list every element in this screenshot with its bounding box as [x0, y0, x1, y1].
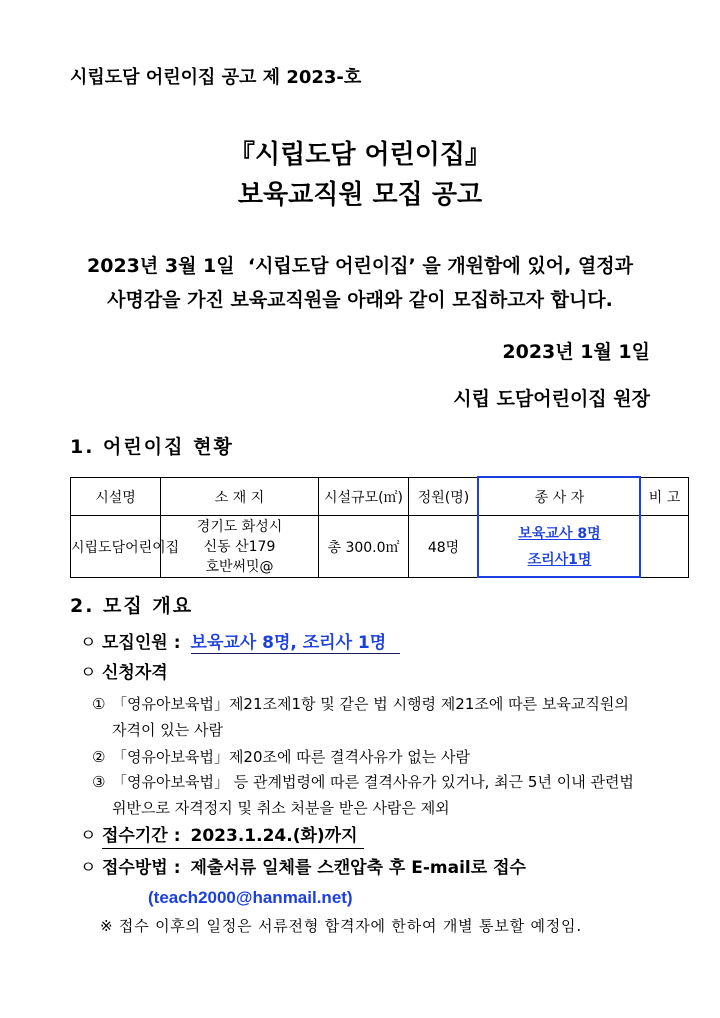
bullet-circle: ㅇ — [80, 858, 97, 878]
section-2-heading: 2. 모집 개요 — [70, 595, 194, 617]
qualification-text: 「영유아보육법」제20조에 따른 결격사유가 없는 사람 — [112, 748, 470, 766]
qualification-item — [80, 661, 168, 685]
method-label: 접수방법 — [102, 858, 168, 878]
qualification-entry-2 — [92, 747, 470, 767]
table-row — [71, 516, 689, 578]
period-label: 접수기간 — [102, 826, 168, 846]
qualification-entry-1 — [92, 694, 629, 714]
intro-line-1: 2023년 3월 1일 ‘시립도담 어린이집’ 을 개원함에 있어, 열정과 — [87, 255, 633, 277]
schedule-note: ※ 접수 이후의 일정은 서류전형 합격자에 한하여 개별 통보할 예정임. — [100, 917, 582, 935]
bullet-circle: ㅇ — [80, 633, 97, 653]
item-marker: ② — [92, 748, 106, 766]
cell-staff — [479, 516, 641, 578]
notice-number: 시립도담 어린이집 공고 제 2023-호 — [70, 67, 362, 88]
cell-address — [161, 516, 319, 578]
table-header-row — [71, 478, 689, 516]
cell-capacity: 48명 — [409, 516, 479, 578]
signer: 시립 도담어린이집 원장 — [453, 388, 650, 410]
facility-table — [70, 477, 689, 578]
qualification-text: 「영유아보육법」제21조제1항 및 같은 법 시행령 제21조에 따른 보육교직원의 — [112, 695, 629, 713]
address-line: 신동 산179 — [203, 538, 276, 555]
header-address: 소 재 지 — [161, 478, 319, 516]
intro-line-2: 사명감을 가진 보육교직원을 아래와 같이 모집하고자 합니다. — [107, 289, 613, 311]
item-marker: ③ — [92, 773, 106, 791]
colon-separator: : — [173, 826, 181, 846]
qualification-label: 신청자격 — [102, 663, 168, 683]
bullet-circle: ㅇ — [80, 826, 97, 846]
period-underline-group — [102, 824, 364, 849]
header-capacity: 정원(명) — [409, 478, 479, 516]
header-facility-name: 시설명 — [71, 478, 161, 516]
period-value: 2023.1.24.(화)까지 — [190, 826, 358, 846]
cell-note — [641, 516, 689, 578]
header-note: 비 고 — [641, 478, 689, 516]
method-value: 제출서류 일체를 스캔압축 후 E-mail로 접수 — [190, 858, 526, 878]
cell-facility-name: 시립도담어린이집 — [71, 516, 161, 578]
document-subtitle: 보육교직원 모집 공고 — [237, 180, 483, 210]
issue-date: 2023년 1월 1일 — [502, 341, 650, 363]
qualification-text-continuation: 위반으로 자격정지 및 취소 처분을 받은 사람은 제외 — [112, 799, 450, 817]
facility-table-container — [70, 477, 689, 578]
address-line: 호반써밋@ — [205, 558, 274, 575]
colon-separator: : — [173, 633, 181, 653]
item-marker: ① — [92, 695, 106, 713]
staff-teachers: 보육교사 8명 — [518, 525, 601, 542]
qualification-text-continuation: 자격이 있는 사람 — [112, 721, 223, 739]
cell-facility-size: 총 300.0㎡ — [319, 516, 409, 578]
staff-cook: 조리사1명 — [527, 551, 592, 568]
colon-separator: : — [173, 858, 181, 878]
contact-email: (teach2000@hanmail.net) — [148, 888, 353, 907]
recruit-value: 보육교사 8명, 조리사 1명 — [191, 633, 401, 654]
address-line: 경기도 화성시 — [196, 518, 283, 535]
section-1-heading: 1. 어린이집 현황 — [70, 436, 234, 458]
recruit-item — [80, 631, 400, 655]
header-staff: 종 사 자 — [479, 478, 641, 516]
method-item — [80, 856, 526, 880]
bullet-circle: ㅇ — [80, 663, 97, 683]
period-item — [80, 824, 364, 849]
recruit-label: 모집인원 — [102, 633, 168, 653]
qualification-entry-3 — [92, 772, 634, 792]
header-facility-size: 시설규모(㎡) — [319, 478, 409, 516]
qualification-text: 「영유아보육법」 등 관계법령에 따른 결격사유가 있거나, 최근 5년 이내 관련법 — [112, 773, 634, 791]
document-title: 『시립도담 어린이집』 — [229, 140, 491, 170]
